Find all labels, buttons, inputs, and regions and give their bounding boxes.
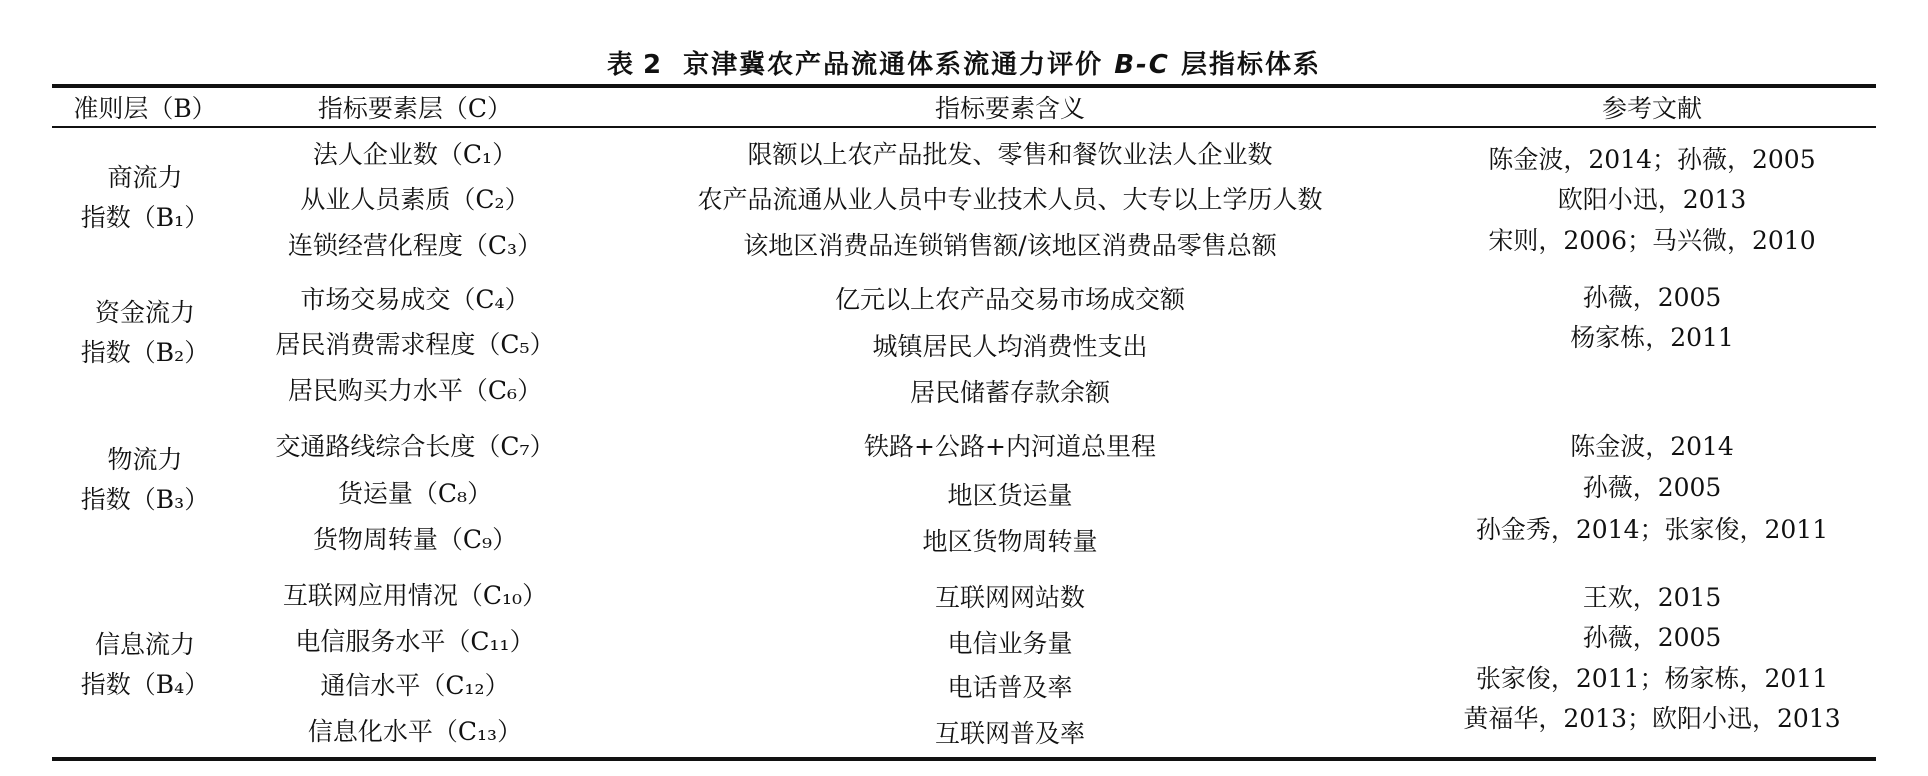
reference-cell: 孙薇，2005 xyxy=(1582,473,1722,502)
element-cell: 货物周转量（C₉） xyxy=(312,525,518,554)
criterion-cell xyxy=(81,625,209,705)
element-cell: 连锁经营化程度（C₃） xyxy=(287,231,543,260)
caption-latin: B-C xyxy=(1114,50,1170,80)
element-cell: 电信服务水平（C₁₁） xyxy=(295,627,535,656)
criterion-cell xyxy=(81,440,209,520)
reference-cell: 陈金波，2014；孙薇，2005 xyxy=(1488,145,1816,174)
element-cell: 货运量（C₈） xyxy=(337,479,493,508)
criterion-line2: 指数（B₃） xyxy=(80,485,210,514)
meaning-cell: 居民储蓄存款余额 xyxy=(909,378,1111,407)
table-top-rule xyxy=(52,84,1876,88)
meaning-cell: 铁路+公路+内河道总里程 xyxy=(864,432,1156,461)
table-header-rule xyxy=(52,126,1876,128)
element-cell: 通信水平（C₁₂） xyxy=(320,671,510,700)
criterion-line1: 资金流力 xyxy=(94,298,195,327)
meaning-cell: 电话普及率 xyxy=(947,673,1073,702)
meaning-cell: 互联网网站数 xyxy=(934,583,1086,612)
caption-text-a: 京津冀农产品流通体系流通力评价 xyxy=(683,50,1104,80)
meaning-cell: 该地区消费品连锁销售额/该地区消费品零售总额 xyxy=(743,231,1277,260)
meaning-cell: 地区货运量 xyxy=(947,481,1073,510)
criterion-line1: 商流力 xyxy=(107,163,183,192)
criterion-line1: 信息流力 xyxy=(94,630,195,659)
caption-number: 2 xyxy=(643,50,664,80)
element-cell: 市场交易成交（C₄） xyxy=(300,285,530,314)
element-cell: 居民购买力水平（C₆） xyxy=(287,376,543,405)
reference-cell: 欧阳小迅，2013 xyxy=(1557,185,1747,214)
caption-prefix: 表 xyxy=(607,50,636,80)
header-criterion: 准则层（B） xyxy=(73,94,217,123)
reference-cell: 张家俊，2011；杨家栋，2011 xyxy=(1475,664,1829,693)
reference-cell: 黄福华，2013；欧阳小迅，2013 xyxy=(1463,704,1841,733)
meaning-cell: 电信业务量 xyxy=(947,629,1073,658)
table-bottom-rule xyxy=(52,757,1876,761)
criterion-line2: 指数（B₁） xyxy=(80,203,210,232)
criterion-line2: 指数（B₂） xyxy=(80,338,210,367)
meaning-cell: 城镇居民人均消费性支出 xyxy=(872,332,1148,361)
caption-text-b: 层指标体系 xyxy=(1180,50,1321,80)
header-meaning: 指标要素含义 xyxy=(934,94,1086,123)
meaning-cell: 互联网普及率 xyxy=(934,719,1086,748)
reference-cell: 陈金波，2014 xyxy=(1570,432,1734,461)
element-cell: 信息化水平（C₁₃） xyxy=(307,717,523,746)
header-element: 指标要素层（C） xyxy=(317,94,513,123)
criterion-cell xyxy=(81,158,209,238)
criterion-line2: 指数（B₄） xyxy=(80,670,210,699)
element-cell: 从业人员素质（C₂） xyxy=(300,185,530,214)
header-reference: 参考文献 xyxy=(1601,94,1703,123)
reference-cell: 杨家栋，2011 xyxy=(1570,323,1734,352)
meaning-cell: 限额以上农产品批发、零售和餐饮业法人企业数 xyxy=(747,140,1273,169)
reference-cell: 孙金秀，2014；张家俊，2011 xyxy=(1475,515,1829,544)
meaning-cell: 地区货物周转量 xyxy=(922,527,1098,556)
element-cell: 法人企业数（C₁） xyxy=(312,140,518,169)
reference-cell: 王欢，2015 xyxy=(1582,583,1722,612)
reference-cell: 孙薇，2005 xyxy=(1582,623,1722,652)
criterion-line1: 物流力 xyxy=(107,445,183,474)
criterion-cell xyxy=(81,293,209,373)
meaning-cell: 农产品流通从业人员中专业技术人员、大专以上学历人数 xyxy=(697,185,1323,214)
element-cell: 互联网应用情况（C₁₀） xyxy=(282,581,548,610)
meaning-cell: 亿元以上农产品交易市场成交额 xyxy=(834,285,1186,314)
element-cell: 居民消费需求程度（C₅） xyxy=(275,330,555,359)
reference-cell: 孙薇，2005 xyxy=(1582,283,1722,312)
reference-cell: 宋则，2006；马兴微，2010 xyxy=(1488,226,1816,255)
element-cell: 交通路线综合长度（C₇） xyxy=(275,432,555,461)
table-caption xyxy=(0,44,1928,81)
